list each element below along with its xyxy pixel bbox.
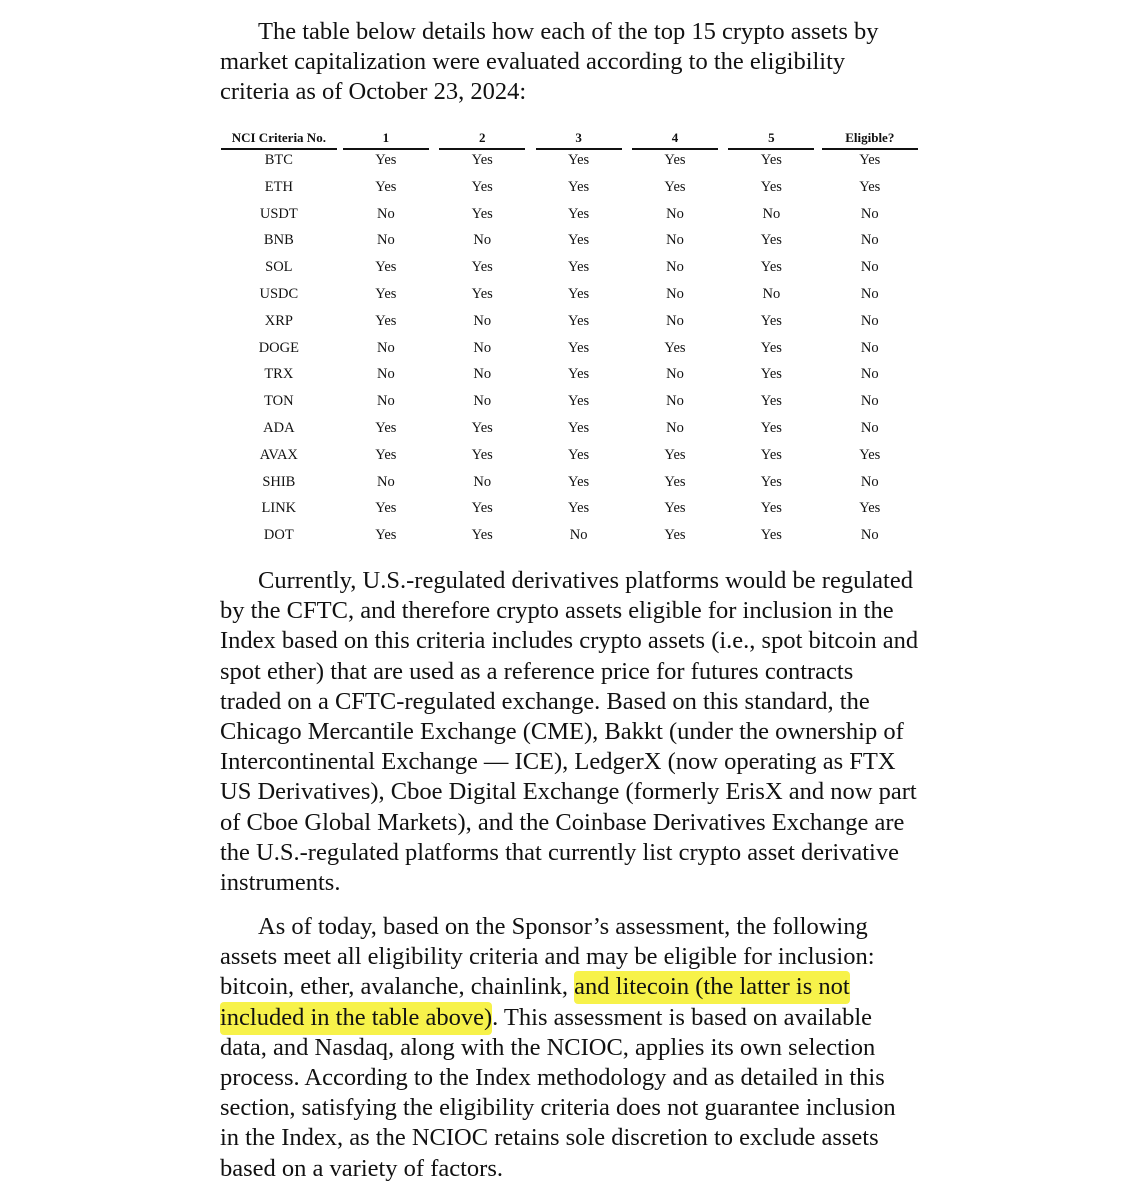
- criteria-cell: Yes: [760, 446, 782, 463]
- criteria-cell: Yes: [568, 178, 590, 195]
- criteria-cell: Yes: [568, 393, 590, 410]
- criteria-cell: Yes: [760, 339, 782, 356]
- criteria-cell: Yes: [568, 232, 590, 249]
- criteria-cell: Yes: [568, 152, 590, 168]
- criteria-cell: Yes: [471, 152, 493, 168]
- table-row: [220, 447, 920, 474]
- criteria-cell: No: [666, 312, 684, 329]
- criteria-cell: No: [473, 473, 492, 490]
- table-row: [220, 366, 920, 393]
- eligible-assets-paragraph: [220, 912, 920, 1184]
- criteria-cell: Yes: [760, 419, 782, 436]
- criteria-cell: No: [376, 473, 395, 490]
- header-criteria-4: [627, 130, 723, 152]
- table-body: [220, 152, 920, 554]
- criteria-cell: Yes: [471, 527, 493, 544]
- eligible-cell: No: [860, 259, 879, 276]
- intro-paragraph-text: The table below details how each of the top 15 crypto assets by market capitalization were evaluated according to the eligibility criteria as of October 23, 2024:: [220, 18, 879, 106]
- criteria-cell: No: [376, 205, 395, 222]
- asset-ticker-cell: XRP: [264, 312, 293, 329]
- header-criteria-1: [338, 130, 434, 152]
- criteria-cell: Yes: [471, 500, 493, 517]
- header-label: 3: [575, 130, 582, 145]
- criteria-cell: Yes: [375, 178, 397, 195]
- table-row: [220, 340, 920, 367]
- asset-ticker-cell: DOGE: [258, 339, 299, 356]
- criteria-cell: Yes: [471, 285, 493, 302]
- header-underline: [632, 148, 718, 150]
- criteria-cell: No: [376, 232, 395, 249]
- criteria-cell: Yes: [760, 473, 782, 490]
- eligible-cell: No: [860, 205, 879, 222]
- asset-ticker-cell: AVAX: [259, 446, 298, 463]
- criteria-cell: Yes: [471, 205, 493, 222]
- criteria-cell: No: [666, 419, 684, 436]
- header-criteria-2: [434, 130, 530, 152]
- criteria-cell: Yes: [568, 366, 590, 383]
- criteria-cell: Yes: [568, 446, 590, 463]
- table-header-row: [220, 130, 920, 152]
- criteria-cell: No: [473, 393, 492, 410]
- asset-ticker-cell: BTC: [264, 152, 293, 168]
- eligibility-criteria-table: [220, 130, 920, 554]
- criteria-cell: No: [666, 393, 684, 410]
- eligible-cell: No: [860, 285, 879, 302]
- header-underline: [343, 148, 429, 150]
- criteria-cell: Yes: [375, 527, 397, 544]
- criteria-cell: Yes: [375, 446, 397, 463]
- asset-ticker-cell: DOT: [263, 527, 294, 544]
- asset-ticker-cell: LINK: [261, 500, 297, 517]
- eligible-assets-text-before: As of today, based on the Sponsor’s assessment, the following assets meet all eligibility criteria and may be eligible for inclusion: bitcoin, ether, avalanche, chainlink,: [220, 913, 875, 1001]
- header-label: NCI Criteria No.: [231, 130, 326, 145]
- criteria-cell: No: [762, 285, 781, 302]
- asset-ticker-cell: TON: [264, 393, 294, 410]
- criteria-cell: No: [473, 339, 492, 356]
- criteria-cell: Yes: [760, 393, 782, 410]
- highlighted-text: and litecoin (the latter is not included in the table above): [220, 971, 850, 1034]
- criteria-cell: Yes: [471, 419, 493, 436]
- criteria-cell: No: [666, 366, 684, 383]
- header-label: Eligible?: [845, 130, 895, 145]
- criteria-cell: No: [473, 366, 492, 383]
- criteria-cell: No: [376, 393, 395, 410]
- asset-ticker-cell: ETH: [264, 178, 293, 195]
- eligible-cell: No: [860, 312, 879, 329]
- criteria-cell: No: [473, 232, 492, 249]
- criteria-cell: Yes: [471, 259, 493, 276]
- eligible-cell: No: [860, 366, 879, 383]
- criteria-cell: Yes: [375, 419, 397, 436]
- header-label: 2: [478, 130, 486, 145]
- asset-ticker-cell: ADA: [263, 419, 295, 436]
- header-label: 5: [768, 130, 775, 145]
- eligible-cell: No: [860, 419, 879, 436]
- criteria-cell: Yes: [664, 152, 686, 168]
- criteria-cell: No: [376, 339, 395, 356]
- criteria-cell: No: [376, 366, 395, 383]
- header-label: 1: [382, 130, 390, 145]
- criteria-cell: Yes: [664, 178, 686, 195]
- eligible-assets-text-after: . This assessment is based on available data, and Nasdaq, along with the NCIOC, applies its own selection process. According to the Index methodology and as detailed in this section, satisfying the eligibility criteria does not guarantee inclusion in the Index, as the NCIOC retains sole discretion to exclude assets based on a variety of factors.: [220, 1003, 896, 1182]
- criteria-cell: Yes: [568, 339, 590, 356]
- eligible-cell: No: [860, 339, 879, 356]
- criteria-cell: Yes: [664, 500, 686, 517]
- criteria-cell: Yes: [568, 285, 590, 302]
- eligible-cell: No: [860, 473, 879, 490]
- criteria-cell: Yes: [568, 259, 590, 276]
- eligible-cell: Yes: [859, 178, 881, 195]
- intro-paragraph: [220, 17, 920, 108]
- table-row: [220, 500, 920, 527]
- header-underline: [536, 148, 622, 150]
- table-row: [220, 474, 920, 501]
- derivatives-platforms-paragraph: [220, 566, 920, 898]
- criteria-cell: Yes: [664, 473, 686, 490]
- criteria-cell: Yes: [664, 339, 686, 356]
- table-row: [220, 313, 920, 340]
- eligible-cell: No: [860, 232, 879, 249]
- header-criteria-5: [723, 130, 819, 152]
- table-row: [220, 206, 920, 233]
- criteria-cell: Yes: [760, 312, 782, 329]
- eligible-cell: Yes: [859, 500, 881, 517]
- criteria-cell: Yes: [760, 259, 782, 276]
- header-underline: [439, 148, 525, 150]
- criteria-cell: Yes: [568, 500, 590, 517]
- criteria-cell: Yes: [760, 527, 782, 544]
- eligible-cell: No: [860, 527, 879, 544]
- table-row: [220, 179, 920, 206]
- table-row: [220, 393, 920, 420]
- criteria-cell: No: [666, 285, 684, 302]
- criteria-cell: No: [666, 232, 684, 249]
- asset-ticker-cell: TRX: [264, 366, 294, 383]
- criteria-cell: No: [569, 527, 588, 544]
- criteria-cell: No: [666, 205, 684, 222]
- derivatives-platforms-text: Currently, U.S.-regulated derivatives platforms would be regulated by the CFTC, and therefore crypto assets eligible for inclusion in the Index based on this criteria includes crypto assets (i.e., spot bitcoin and spot ether) that are used as a reference price for futures contracts traded on a CFTC-regulated exchange. Based on this standard, the Chicago Mercantile Exchange (CME), Bakkt (under the ownership of Intercontinental Exchange — ICE), LedgerX (now operating as FTX US Derivatives), Cboe Digital Exchange (formerly ErisX and now part of Cboe Global Markets), and the Coinbase Derivatives Exchange are the U.S.-regulated platforms that currently list crypto asset derivative instruments.: [220, 567, 919, 897]
- asset-ticker-cell: USDT: [259, 205, 298, 222]
- header-underline: [728, 148, 814, 150]
- header-eligible: [820, 130, 920, 152]
- eligible-cell: No: [860, 393, 879, 410]
- criteria-cell: No: [473, 312, 492, 329]
- criteria-cell: Yes: [471, 446, 493, 463]
- header-label: 4: [671, 130, 679, 145]
- criteria-cell: Yes: [760, 152, 782, 168]
- criteria-cell: Yes: [375, 259, 397, 276]
- table-row: [220, 286, 920, 313]
- criteria-cell: Yes: [471, 178, 493, 195]
- table-row: [220, 232, 920, 259]
- asset-ticker-cell: SOL: [265, 259, 293, 276]
- table-row: [220, 420, 920, 447]
- criteria-cell: No: [666, 259, 684, 276]
- criteria-cell: Yes: [375, 500, 397, 517]
- criteria-cell: Yes: [375, 285, 397, 302]
- criteria-cell: Yes: [760, 366, 782, 383]
- header-criteria-3: [530, 130, 626, 152]
- criteria-cell: Yes: [568, 312, 590, 329]
- table-row: [220, 152, 920, 179]
- header-underline: [822, 148, 918, 150]
- criteria-cell: Yes: [568, 473, 590, 490]
- header-criteria-no: [220, 130, 338, 152]
- criteria-cell: Yes: [375, 152, 397, 168]
- criteria-cell: Yes: [664, 527, 686, 544]
- criteria-cell: No: [762, 205, 781, 222]
- asset-ticker-cell: USDC: [259, 285, 299, 302]
- criteria-cell: Yes: [760, 500, 782, 517]
- criteria-cell: Yes: [760, 232, 782, 249]
- asset-ticker-cell: BNB: [263, 232, 294, 249]
- asset-ticker-cell: SHIB: [262, 473, 296, 490]
- criteria-cell: Yes: [375, 312, 397, 329]
- criteria-cell: Yes: [664, 446, 686, 463]
- eligible-cell: Yes: [859, 152, 881, 168]
- header-underline: [221, 148, 337, 150]
- criteria-cell: Yes: [568, 205, 590, 222]
- table-row: [220, 259, 920, 286]
- criteria-cell: Yes: [760, 178, 782, 195]
- table-row: [220, 527, 920, 554]
- eligible-cell: Yes: [859, 446, 881, 463]
- criteria-cell: Yes: [568, 419, 590, 436]
